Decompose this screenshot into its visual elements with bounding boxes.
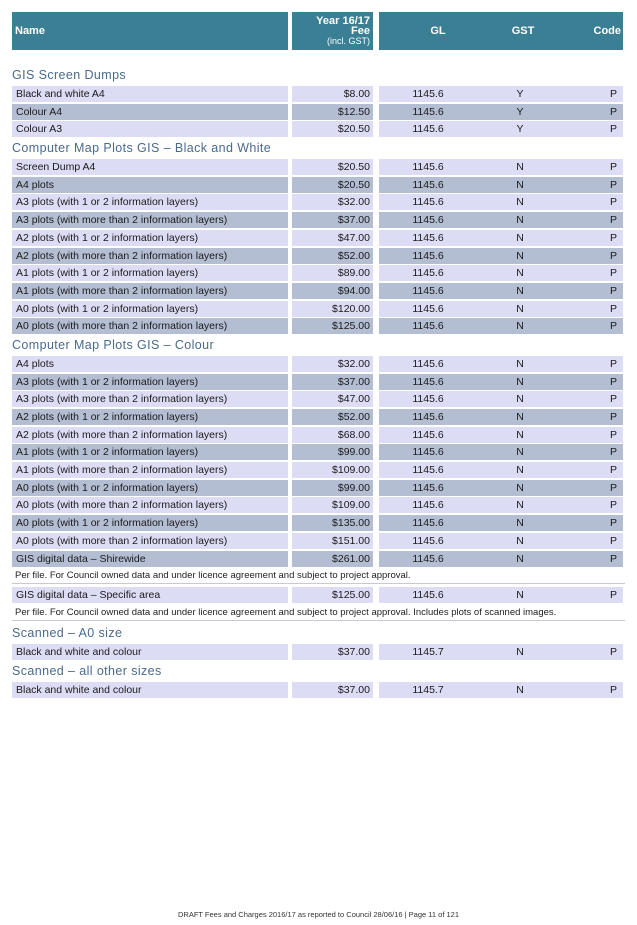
row-gl: 1145.6 (412, 88, 444, 100)
header-code: Code (593, 25, 621, 37)
row-gst: N (516, 499, 524, 512)
row-gl: 1145.6 (412, 161, 444, 174)
table-row (12, 265, 625, 281)
row-code: P (609, 123, 617, 136)
table-row (12, 318, 625, 334)
row-codes (379, 391, 623, 407)
row-codes (379, 462, 623, 478)
row-name: A1 plots (with 1 or 2 information layers) (12, 265, 288, 281)
row-note: Per file. For Council owned data and under licence agreement and subject to project approval. (12, 568, 625, 584)
row-codes (379, 86, 623, 102)
row-codes (379, 533, 623, 549)
row-name: Black and white A4 (12, 86, 288, 102)
row-code: P (609, 446, 617, 459)
row-code: P (609, 464, 617, 477)
row-name: Black and white and colour (12, 682, 288, 698)
table-header (12, 12, 625, 50)
row-codes (379, 121, 623, 137)
table-row (12, 551, 625, 567)
row-gst: N (516, 249, 524, 262)
row-gl: 1145.6 (412, 249, 444, 262)
row-gl: 1145.6 (412, 105, 444, 118)
row-gl: 1145.6 (412, 534, 444, 547)
row-gst: N (516, 446, 524, 459)
row-code: P (609, 267, 617, 280)
row-codes (379, 444, 623, 460)
row-fee: $20.50 (292, 159, 373, 175)
table-row (12, 644, 625, 660)
row-gl: 1145.6 (412, 517, 444, 530)
table-row (12, 301, 625, 317)
row-fee: $120.00 (292, 301, 373, 317)
row-code: P (609, 231, 617, 244)
row-name: A1 plots (with more than 2 information layers) (12, 283, 288, 299)
table-row (12, 462, 625, 478)
row-codes (379, 374, 623, 390)
row-code: P (609, 428, 617, 441)
row-code: P (609, 320, 617, 333)
row-name: GIS digital data – Specific area (12, 587, 288, 603)
row-name: Black and white and colour (12, 644, 288, 660)
row-codes (379, 682, 623, 698)
row-gl: 1145.6 (412, 178, 444, 191)
row-codes (379, 177, 623, 193)
row-codes (379, 104, 623, 120)
row-name: A4 plots (12, 177, 288, 193)
row-fee: $151.00 (292, 533, 373, 549)
row-name: A0 plots (with 1 or 2 information layers) (12, 301, 288, 317)
table-row (12, 391, 625, 407)
row-fee: $37.00 (292, 644, 373, 660)
row-gl: 1145.6 (412, 196, 444, 209)
row-name: GIS digital data – Shirewide (12, 551, 288, 567)
row-codes (379, 283, 623, 299)
row-name: Colour A3 (12, 121, 288, 137)
row-name: A2 plots (with 1 or 2 information layers) (12, 230, 288, 246)
row-code: P (609, 645, 617, 658)
row-gl: 1145.6 (412, 214, 444, 227)
row-code: P (609, 499, 617, 512)
row-codes (379, 587, 623, 603)
table-row (12, 682, 625, 698)
row-codes (379, 212, 623, 228)
header-gl: GL (430, 25, 446, 37)
table-row (12, 374, 625, 390)
row-code: P (609, 552, 617, 565)
row-fee: $261.00 (292, 551, 373, 567)
row-code: P (609, 683, 617, 696)
row-code: P (609, 393, 617, 406)
row-gl: 1145.6 (412, 481, 444, 494)
row-code: P (609, 249, 617, 262)
row-name: A2 plots (with more than 2 information layers) (12, 427, 288, 443)
table-row (12, 444, 625, 460)
table-row (12, 86, 625, 102)
row-gst: N (516, 552, 524, 565)
row-name: A4 plots (12, 356, 288, 372)
row-name: A2 plots (with more than 2 information layers) (12, 248, 288, 264)
header-codes (379, 12, 623, 50)
row-codes (379, 356, 623, 372)
row-codes (379, 265, 623, 281)
row-gl: 1145.6 (412, 302, 444, 315)
table-row (12, 159, 625, 175)
row-name: A0 plots (with 1 or 2 information layers) (12, 480, 288, 496)
row-name: A2 plots (with 1 or 2 information layers) (12, 409, 288, 425)
table-row (12, 194, 625, 210)
row-gst: N (516, 178, 524, 191)
row-fee: $8.00 (292, 86, 373, 102)
table-row (12, 212, 625, 228)
row-name: A3 plots (with 1 or 2 information layers) (12, 194, 288, 210)
row-fee: $52.00 (292, 409, 373, 425)
table-row (12, 283, 625, 299)
row-fee: $99.00 (292, 444, 373, 460)
row-gl: 1145.6 (412, 393, 444, 406)
row-name: A3 plots (with 1 or 2 information layers) (12, 374, 288, 390)
row-fee: $47.00 (292, 230, 373, 246)
row-code: P (609, 214, 617, 227)
table-row (12, 515, 625, 531)
row-codes (379, 318, 623, 334)
row-gl: 1145.6 (412, 589, 444, 602)
row-code: P (609, 411, 617, 423)
table-row (12, 248, 625, 264)
row-gl: 1145.6 (412, 552, 444, 565)
row-code: P (609, 196, 617, 209)
row-fee: $32.00 (292, 356, 373, 372)
row-code: P (609, 161, 617, 174)
row-code: P (609, 481, 617, 494)
row-name: A0 plots (with more than 2 information layers) (12, 318, 288, 334)
row-codes (379, 515, 623, 531)
row-codes (379, 194, 623, 210)
section-title: Computer Map Plots GIS – Colour (12, 337, 215, 352)
row-gl: 1145.6 (412, 231, 444, 244)
row-fee: $89.00 (292, 265, 373, 281)
row-codes (379, 497, 623, 513)
table-row (12, 104, 625, 120)
row-gst: N (516, 517, 524, 530)
row-gst: N (516, 375, 524, 388)
row-gl: 1145.6 (412, 499, 444, 512)
section-title: Computer Map Plots GIS – Black and White (12, 141, 272, 156)
row-name: A3 plots (with more than 2 information layers) (12, 212, 288, 228)
table-row (12, 356, 625, 372)
row-name: A0 plots (with more than 2 information layers) (12, 497, 288, 513)
row-gl: 1145.6 (412, 123, 444, 136)
row-gl: 1145.6 (412, 446, 444, 459)
row-gst: N (516, 534, 524, 547)
row-fee: $94.00 (292, 283, 373, 299)
row-code: P (609, 517, 617, 530)
row-fee: $32.00 (292, 194, 373, 210)
header-fee-label: Fee (351, 25, 370, 37)
row-codes (379, 230, 623, 246)
header-fee-note: (incl. GST) (326, 36, 370, 46)
row-code: P (609, 589, 617, 602)
row-fee: $135.00 (292, 515, 373, 531)
row-code: P (609, 357, 617, 370)
row-fee: $12.50 (292, 104, 373, 120)
section-title: GIS Screen Dumps (12, 68, 127, 82)
row-gst: N (516, 320, 524, 333)
header-fee (292, 12, 373, 50)
row-name: Screen Dump A4 (12, 159, 288, 175)
row-name: A0 plots (with 1 or 2 information layers) (12, 515, 288, 531)
row-code: P (609, 88, 617, 100)
row-gst: N (516, 481, 524, 494)
row-gst: N (516, 393, 524, 406)
row-gst: N (516, 231, 524, 244)
row-gst: N (516, 428, 524, 441)
header-gst: GST (511, 25, 535, 37)
row-codes (379, 644, 623, 660)
row-fee: $20.50 (292, 177, 373, 193)
table-row (12, 177, 625, 193)
row-note: Per file. For Council owned data and under licence agreement and subject to project approval. Includes plots of scanned images. (12, 605, 625, 621)
row-gst: N (516, 196, 524, 209)
row-gst: N (516, 589, 524, 602)
row-gl: 1145.7 (412, 645, 444, 658)
row-codes (379, 248, 623, 264)
row-fee: $125.00 (292, 587, 373, 603)
table-row (12, 497, 625, 513)
row-fee: $37.00 (292, 682, 373, 698)
row-gst: N (516, 683, 524, 696)
row-gl: 1145.6 (412, 357, 444, 370)
row-name: A3 plots (with more than 2 information layers) (12, 391, 288, 407)
row-gst: N (516, 161, 524, 174)
row-gl: 1145.6 (412, 375, 444, 388)
row-gst: Y (516, 105, 524, 118)
row-gst: N (516, 267, 524, 280)
fees-table (12, 12, 625, 699)
row-code: P (609, 105, 617, 118)
row-codes (379, 480, 623, 496)
row-gst: N (516, 645, 524, 658)
row-codes (379, 301, 623, 317)
row-gl: 1145.6 (412, 411, 444, 423)
row-code: P (609, 302, 617, 315)
row-fee: $109.00 (292, 462, 373, 478)
row-name: A0 plots (with more than 2 information layers) (12, 533, 288, 549)
row-gst: N (516, 284, 524, 297)
row-name: Colour A4 (12, 104, 288, 120)
row-gl: 1145.6 (412, 284, 444, 297)
row-fee: $52.00 (292, 248, 373, 264)
row-code: P (609, 534, 617, 547)
row-gst: N (516, 411, 524, 423)
table-row (12, 427, 625, 443)
header-fee-year: Year 16/17 (316, 15, 370, 27)
row-gl: 1145.6 (412, 428, 444, 441)
row-fee: $20.50 (292, 121, 373, 137)
row-codes (379, 551, 623, 567)
row-fee: $125.00 (292, 318, 373, 334)
row-gst: Y (516, 123, 524, 136)
row-fee: $68.00 (292, 427, 373, 443)
table-row (12, 409, 625, 425)
row-code: P (609, 178, 617, 191)
row-fee: $47.00 (292, 391, 373, 407)
table-row (12, 230, 625, 246)
row-gl: 1145.7 (412, 683, 444, 696)
row-code: P (609, 375, 617, 388)
row-codes (379, 409, 623, 425)
row-fee: $99.00 (292, 480, 373, 496)
row-gl: 1145.6 (412, 267, 444, 280)
row-code: P (609, 284, 617, 297)
row-name: A1 plots (with 1 or 2 information layers) (12, 444, 288, 460)
row-gl: 1145.6 (412, 320, 444, 333)
row-codes (379, 427, 623, 443)
row-fee: $37.00 (292, 374, 373, 390)
table-row (12, 480, 625, 496)
row-name: A1 plots (with more than 2 information layers) (12, 462, 288, 478)
table-body (12, 66, 625, 698)
header-name: Name (12, 12, 288, 50)
row-gl: 1145.6 (412, 464, 444, 477)
row-gst: N (516, 302, 524, 315)
row-gst: N (516, 464, 524, 477)
section-title: Scanned – all other sizes (12, 663, 162, 678)
table-row (12, 587, 625, 603)
section-title: Scanned – A0 size (12, 625, 123, 640)
row-fee: $37.00 (292, 212, 373, 228)
table-row (12, 121, 625, 137)
row-codes (379, 159, 623, 175)
row-gst: N (516, 357, 524, 370)
row-fee: $109.00 (292, 497, 373, 513)
row-gst: Y (516, 88, 524, 100)
page-footer: DRAFT Fees and Charges 2016/17 as reported to Council 28/06/16 | Page 11 of 121 (177, 910, 459, 919)
table-row (12, 533, 625, 549)
row-gst: N (516, 214, 524, 227)
